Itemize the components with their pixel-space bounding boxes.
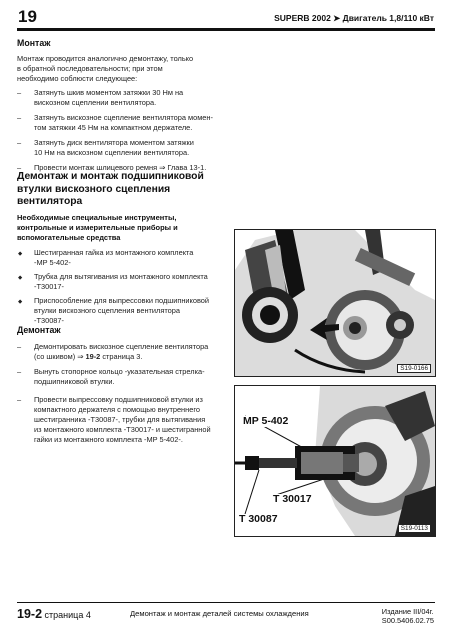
list-item: – Провести монтаж шлицевого ремня ⇒ Глава 13-1.	[17, 163, 222, 173]
footer-chapter: Демонтаж и монтаж деталей системы охлаждения	[130, 609, 309, 618]
label-t-30017: T 30017	[273, 493, 312, 505]
footer-page-ref: 19-2 страница 4	[17, 607, 91, 621]
demontage-heading: Демонтаж	[17, 325, 61, 335]
list-item: ◆ Трубка для вытягивания из монтажного комплекта -T30017-	[17, 272, 227, 292]
montage-steps	[17, 88, 222, 178]
figure-code: S19-0166	[397, 364, 431, 373]
montage-heading: Монтаж	[17, 38, 51, 48]
footer-edition: Издание III/04г. S00.5406.02.75	[381, 607, 434, 625]
list-item: ◆ Приспособление для выпрессовки подшипниковой втулки вискозного сцепления вентилятора -T30087-	[17, 296, 227, 326]
list-item: – Затянуть диск вентилятора моментом затяжки 10 Нм на вискозном сцеплении вентилятора.	[17, 138, 222, 158]
list-item: – Затянуть вискозное сцепление вентилятора момен- том затяжки 45 Нм на компактном держателе.	[17, 113, 222, 133]
list-item: – Провести выпрессовку подшипниковой втулки из компактного держателя с помощью внутреннего шестигранника -T30087-, трубки для вытягивания из монтажного комплекта -T30017- и шестигранной гайки из монтажного комплекта -MP 5-402-.	[17, 395, 227, 445]
list-item: – Демонтировать вискозное сцепление вентилятора (со шкивом) ⇒ 19-2 страница 3.	[17, 342, 227, 362]
montage-intro: Монтаж проводится аналогично демонтажу, только в обратной последовательности; при этом необходимо соблюсти следующее:	[17, 54, 194, 83]
list-item: – Вынуть стопорное кольцо -указательная стрелка- подшипниковой втулки.	[17, 367, 227, 387]
figure-puller-assembly	[234, 385, 436, 537]
demontage-steps	[17, 342, 227, 450]
page-number: 19	[18, 7, 37, 26]
figure-bearing-bushing	[234, 229, 436, 377]
label-t-30087: T 30087	[239, 513, 278, 525]
fan-clutch-illustration	[235, 230, 435, 376]
section-title: Демонтаж и монтаж подшипниковой втулки вискозного сцепления вентилятора	[17, 171, 204, 207]
header-title: SUPERB 2002 ➤ Двигатель 1,8/110 кВт	[274, 13, 434, 23]
list-item: – Затянуть шкив моментом затяжки 30 Нм на вискозном сцеплении вентилятора.	[17, 88, 222, 108]
figure-code: S19-0113	[398, 524, 431, 533]
tools-list	[17, 248, 227, 330]
footer-rule	[17, 602, 435, 603]
tools-heading: Необходимые специальные инструменты, контрольные и измерительные приборы и вспомогательные средства	[17, 213, 178, 242]
label-mp-5-402: MP 5-402	[243, 415, 289, 427]
list-item: ◆ Шестигранная гайка из монтажного комплекта -MP 5-402-	[17, 248, 227, 268]
header-rule	[17, 28, 435, 31]
